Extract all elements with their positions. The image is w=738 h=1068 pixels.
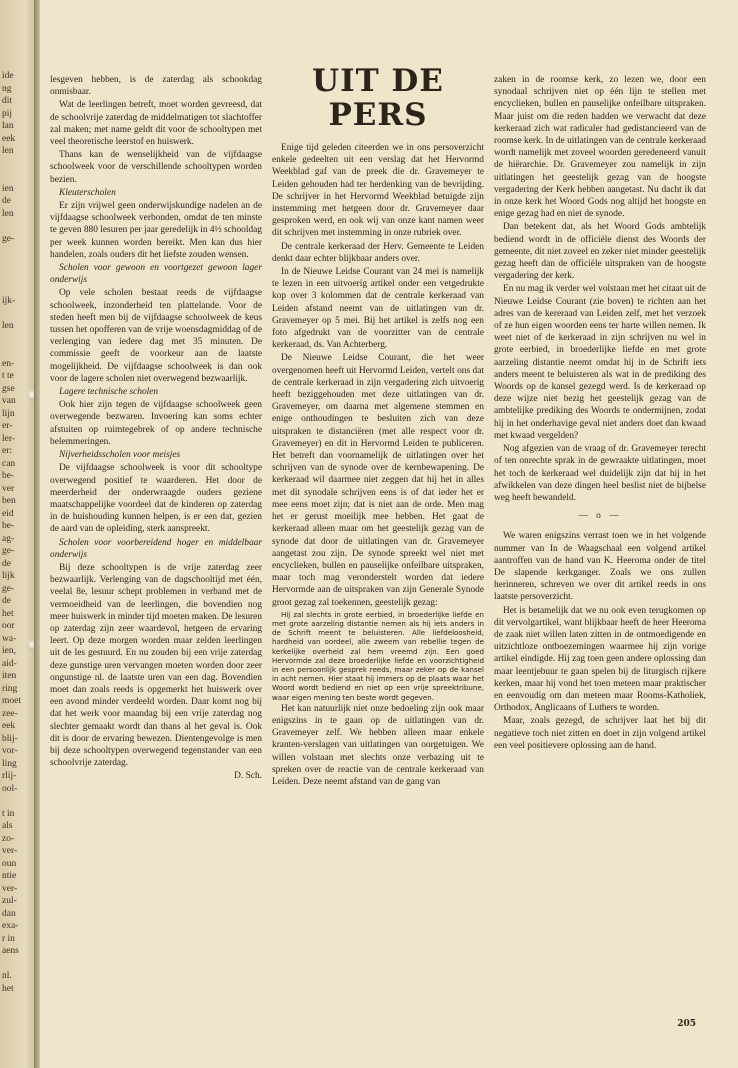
- margin-fragment: moet: [2, 696, 21, 706]
- margin-fragment: ge-: [2, 583, 15, 594]
- margin-fragment: ien: [2, 183, 14, 194]
- margin-fragment: len: [2, 321, 14, 331]
- margin-fragment: zo-: [2, 833, 15, 844]
- paragraph: Bij deze schooltypen is de vrije zaterdag zeer bezwaarlijk. Verlenging van de dagschooltijd met één, veelal 8e, lesuur schept problemen in verband met de vermoeidheid van de leerlingen, die bovendien nog meer huiswerk in minder tijd moeten maken. De lesuren op zaterdag zijn zeer waardevol, hetgeen de ervaring leert. Op deze morgen worden maar zelden leerlingen uit de les gestuurd. En nu zouden bij een vrije zaterdag deze gunstige uren vervangen moeten worden door zeer ongunstige nl. de laatste uren van een dag. Bovendien moet dan zoals reeds is opgemerkt het huiswerk over een avond minder verdeeld worden. Daar komt nog bij dat het werk voor maandag bij een vrije zaterdag nog slechter gemaakt wordt dan thans al het geval is. Ook dit is door de ervaring bewezen. Dientengevolge is men bij deze schooltypen overwegend tegenstander van een schoolvrije zaterdag.: [50, 562, 262, 769]
- paragraph: De centrale kerkeraad der Herv. Gemeente te Leiden denkt daar echter blijkbaar anders over.: [272, 241, 484, 264]
- paragraph: Enige tijd geleden citeerden we in ons persoverzicht enkele gedeelten uit een verslag dat het Hervormd Weekblad gaf van de preek die dr. Gravemeyer te Leiden gehouden had ter herdenking van de bevrijding. De schrijver in het Hervormd Weekblad betuigde zijn instemming met hetgeen door dr. Gravemeyer daar gesproken werd, en ook wij van onze kant namen weer dit schrijven met instemming in onze rubriek over.: [272, 143, 484, 239]
- signature: D. Sch.: [234, 771, 262, 782]
- margin-fragment: de: [2, 558, 11, 569]
- margin-fragment: ntie: [2, 871, 17, 881]
- margin-fragment: aens: [2, 946, 19, 956]
- subheading: Scholen voor voorbereidend hoger en middelbaar onderwijs: [50, 537, 262, 560]
- margin-fragment: iten: [2, 671, 17, 681]
- margin-fragment: oor: [2, 621, 15, 631]
- margin-fragment: nl.: [2, 971, 12, 981]
- paragraph: Wat de leerlingen betreft, moet worden gevreesd, dat de schoolvrije zaterdag de middelmatigen tot slachtoffer zal maken; met name geldt dit voor de schooltypen met veel theoretische leerstof en huiswerk.: [50, 100, 262, 148]
- margin-fragment: zee-: [2, 708, 18, 719]
- margin-fragment: ien,: [2, 646, 16, 656]
- column-left: [50, 74, 262, 784]
- margin-fragment: [2, 220, 32, 233]
- subheading: Kleuterscholen: [59, 187, 116, 198]
- margin-fragment: ge-: [2, 546, 15, 556]
- quote-block: Hij zal slechts in grote eerbied, in broederlijke liefde en met grote aarzeling distantie nemen als hij iets anders in de Schrift meent te beluisteren. Alle liefdeloosheid, hardheid van oordeel, alle zweem van rebellie tegen de kerkelijke overheid zal hem vreemd zijn. Een goed Hervormde zal deze broederlijke liefde en voorzichtigheid in een persoonlijk gesprek reeds, maar zeker op de kansel in acht nemen. Hier staat hij immers op de plaats waar het Woord wordt bediend en niet op een vrije spreektribune, waar eigen mening ten beste wordt gegeven.: [272, 609, 484, 702]
- margin-fragment: [2, 258, 32, 271]
- margin-fragment: wa-: [2, 633, 17, 644]
- margin-fragment: ler-: [2, 433, 15, 444]
- margin-fragment: ng: [2, 83, 12, 94]
- margin-fragment: eek: [2, 721, 16, 731]
- margin-fragment: len: [2, 208, 14, 219]
- margin-fragment: aid-: [2, 658, 17, 669]
- margin-fragment: lijk: [2, 571, 15, 581]
- margin-fragment: dan: [2, 908, 16, 919]
- margin-fragment: lan: [2, 121, 14, 131]
- margin-fragment: als: [2, 821, 13, 831]
- margin-fragment: [2, 283, 32, 296]
- page-number: 205: [677, 1019, 696, 1029]
- margin-fragment: vor-: [2, 746, 18, 756]
- paragraph: De Nieuwe Leidse Courant, die het weer overgenomen heeft uit Hervormd Leiden, vertelt ons dat de centrale kerkeraad in zijn vergadering zich uitvoerig heeft beziggehouden met deze uitlatingen van dr. Gravemeyer, om daarna met algemene stemmen en enige onthoudingen te besluiten zich van deze uitspraken te distanciëren (met alle respect voor dr. Gravemeyer) en dit in Hervormd Leiden te publiceren. Het betreft dan voornamelijk de uitlatingen over het schrijven van de synode over de kernbewapening. De kerkeraad wil daarmee niet zeggen dat hij het in alles met dit synodale schrijven eens is of dat ieder het er mee eens moet zijn; dat is niet aan de orde. Men mag het er gerust moeilijk mee hebben. Het gaat de kerkeraad alleen maar om het geestelijk gezag van de synode dat door de uitlatingen van dr. Gravemeyer aangetast zou zijn. De synode spreekt wel niet met encyclieken, bullen en pauselijke onfeilbare uitspraken, maar toch mag veronderstelt worden dat iedere Hervormde aan de uitspraken van zijn Generale Synode groot gezag zal toekennen, geestelijk gezag:: [272, 353, 484, 608]
- margin-fragment: oun: [2, 858, 17, 869]
- margin-fragment: lijn: [2, 408, 15, 419]
- margin-fragment: ling: [2, 758, 17, 769]
- paragraph: De vijfdaagse schoolweek is voor dit schooltype overwegend positief te waarderen. Het door de meerderheid der onderwraagde ouders geziene maatschappelijke voordeel dat de kinderen op zaterdag in de huishouding kunnen helpen, is er een dat, gezien de aard van de opleiding, sterk aanspreekt.: [50, 463, 262, 535]
- paragraph: Dan betekent dat, als het Woord Gods ambtelijk bediend wordt in de officiële dienst des Woords der gemeente, dit niet zoveel en zeker niet minder geestelijk gezag heeft dan de officiële uitspraken van de hoogste vergadering der kerk.: [494, 222, 706, 282]
- margin-fragment: pij: [2, 108, 13, 119]
- margin-fragment: zul-: [2, 896, 17, 906]
- subheading: Scholen voor gewoon en voortgezet gewoon lager onderwijs: [50, 263, 262, 286]
- margin-fragment: ver-: [2, 846, 18, 856]
- margin-fragment: [2, 958, 32, 971]
- article-title: UIT DE PERS: [312, 63, 444, 133]
- margin-fragment: [2, 308, 32, 321]
- margin-fragment: [2, 270, 32, 283]
- subheading: Nijverheidsscholen voor meisjes: [59, 450, 181, 461]
- margin-fragment: [2, 345, 32, 358]
- margin-fragment: be-: [2, 521, 15, 531]
- margin-fragment: can: [2, 458, 16, 469]
- margin-fragment: t te: [2, 371, 14, 381]
- margin-fragment: het: [2, 608, 14, 619]
- section-divider: — o —: [578, 511, 622, 522]
- paragraph: Nog afgezien van de vraag of dr. Gravemeyer terecht of ten onrechte sprak in de gewraakte uitlatingen, moet het toch de kerkeraad wel duidelijk zijn dat hij in het afwikkelen van deze dingen heel beslist niet de bijbelse weg heeft bewandeld.: [494, 444, 706, 503]
- margin-fragment: ge-: [2, 233, 15, 244]
- margin-fragment: len: [2, 146, 14, 156]
- margin-fragment: en-: [2, 358, 15, 369]
- paragraph: Thans kan de wenselijkheid van de vijfdaagse schoolweek voor de verschillende schooltypen worden bezien.: [50, 150, 262, 185]
- margin-fragment: gse: [2, 383, 15, 394]
- previous-page-fragments: [2, 70, 32, 995]
- margin-fragment: be-: [2, 471, 15, 481]
- paragraph: Het kan natuurlijk niet onze bedoeling zijn ook maar enigszins in te gaan op de uitlatingen van dr. Gravemeyer zelf. We hebben alleen maar enkele kranten-verslagen van uitlatingen van oorgetuigen. We willen volstaan met slechts onze verbazing uit te spreken over de reactie van de centrale kerkeraad van Leiden. Deze neemt afstand van de gang van: [272, 703, 484, 787]
- column-right: [494, 74, 706, 753]
- paragraph: En nu mag ik verder wel volstaan met het citaat uit de Nieuwe Leidse Courant (zie boven) te richten aan het adres van de kereraad van Leiden zelf, met het verzoek of ze hun eigen woorden eens ter harte willen nemen. Ik weet niet of de kerkeraad in zijn schrijven nu wel in grote eerbied, in broederlijke liefde en met grote aarzeling distantie neemt omdat hij in de Schrift iets anders meent te beluisteren als wat in de prediking des Woords op de kansel gezegd werd. Is de kerkeraad op deze wijze niet bezig het geestelijk gezag van de ambtelijke prediking des Woords te ondermijnen, zodat hij in het onderhavige geval niet anders doet dan kwaad met kwaad vergelden?: [494, 284, 706, 441]
- margin-fragment: ver-: [2, 883, 18, 894]
- margin-fragment: exa-: [2, 921, 19, 931]
- margin-fragment: ijk-: [2, 296, 16, 306]
- margin-fragment: [2, 245, 32, 258]
- margin-fragment: [2, 158, 32, 171]
- subheading: Lagere technische scholen: [59, 387, 159, 398]
- column-middle: [272, 64, 484, 789]
- paragraph: Ook hier zijn tegen de vijfdaagse schoolweek geen overwegende bezwaren. Invoering kan soms echter afstuiten op ruimtegebrek of op andere technische belemmeringen.: [50, 400, 262, 447]
- margin-fragment: ring: [2, 683, 18, 694]
- margin-fragment: eid: [2, 508, 14, 519]
- margin-fragment: ool-: [2, 783, 18, 794]
- margin-fragment: [2, 170, 32, 183]
- margin-fragment: ide: [2, 71, 14, 81]
- paragraph: Het is betamelijk dat we nu ook even terugkomen op dit vervolgartikel, want blijkbaar heeft de heer Heeroma de zaak niet willen laten zitten in de ontmoedigende en uitzichtloze ontboezemingen waarmee hij zijn vorige artikel eindigde. Hij zag toen geen andere oplossing dan maar leentjebuur te gaan spelen bij de liturgisch rijkere kerken, maar hij vond het toen meteen maar praktischer en eenvoudig om dan meteen maar Rooms-Katholiek, Orthodox, Anglicaans of Luthers te worden.: [494, 605, 706, 714]
- margin-fragment: [2, 795, 32, 808]
- margin-fragment: dit: [2, 96, 13, 106]
- paragraph: Er zijn vrijwel geen onderwijskundige nadelen an de vijfdaagse schoolweek verbonden, omdat de ten minste te geven 880 lesuren per jaar geredelijk in 4½ schooldag per week kunnen worden bereikt. Men kan dus hier handelen, zoals ouders dit het liefste zouden wensen.: [50, 201, 262, 260]
- paragraph: Op vele scholen bestaat reeds de vijfdaagse schoolweek, inzonderheid ten plattelande. Voor de steden heeft men bij de vijfdaagse schoolweek de keus tussen het opofferen van de vrije woensdagmiddag of de verlenging van iedere dag met 35 minuten. De commissie geeft de voorkeur aan de laatste mogelijkheid. De vijfdaagse schoolweek is dan ook voor de lagere scholen niet overwegend bezwaarlijk.: [50, 288, 262, 384]
- paragraph: lesgeven hebben, is de zaterdag als schookdag onmisbaar.: [50, 75, 262, 98]
- paragraph: Maar, zoals gezegd, de schrijver laat het bij dit negatieve toch niet zitten en doet in zijn volgend artikel een veel positievere oplossing aan de hand.: [494, 716, 706, 751]
- margin-fragment: blij-: [2, 733, 18, 744]
- margin-fragment: de: [2, 196, 11, 206]
- book-spine: [34, 0, 40, 1068]
- margin-fragment: eek: [2, 133, 16, 144]
- margin-fragment: [2, 333, 32, 346]
- margin-fragment: van: [2, 396, 16, 406]
- margin-fragment: ben: [2, 496, 16, 506]
- margin-fragment: het: [2, 983, 14, 994]
- margin-fragment: rlij-: [2, 771, 17, 781]
- margin-fragment: t in: [2, 808, 15, 819]
- margin-fragment: er-: [2, 421, 13, 431]
- paragraph: zaken in de roomse kerk, zo lezen we, door een synodaal schrijven niet op één lijn te stellen met encyclieken, bullen en pauselijke onfeilbare uitspraken. Maar juist om die reden hadden we verwacht dat deze kerkeraad zich wat radicaler had gedistancieerd van de roomse kerk. In de uitlatingen van de centrale kerkeraad wordt namelijk met zoveel woorden geredeneerd vanuit de hiërarchie. Dr. Gravemeyer zou namelijk in zijn uitlatingen het geestelijk gezag van de hoogste vergadering der Kerk hebben aangetast. Nu dacht ik dat in onze kerk het Woord Gods nog altijd het hoogste en enige gezag had en niet de synode.: [494, 75, 706, 220]
- paragraph: We waren enigszins verrast toen we in het volgende nummer van In de Waagschaal een volgend artikel aantroffen van de hand van K. Heeroma onder de titel De slapende kerkganger. Zoals we ons zullen herinneren, schreven we over dit artikel reeds in ons laatste persoverzicht.: [494, 531, 706, 603]
- margin-fragment: er:: [2, 446, 13, 456]
- margin-fragment: ver: [2, 483, 15, 494]
- margin-fragment: r in: [2, 933, 15, 944]
- margin-fragment: de: [2, 596, 11, 606]
- margin-fragment: ag-: [2, 533, 15, 544]
- paragraph: In de Nieuwe Leidse Courant van 24 mei is namelijk te lezen in een uitvoerig artikel onder een vetgedrukte kop over 3 kolommen dat de centrale kerkeraad van Leiden afstand neemt van de uitlatingen van dr. Gravemeyer op 5 mei. Bij het artikel is zelfs nog een foto afgedrukt van de voorzitter van de centrale kerkeraad, ds. Van Achterberg.: [272, 267, 484, 351]
